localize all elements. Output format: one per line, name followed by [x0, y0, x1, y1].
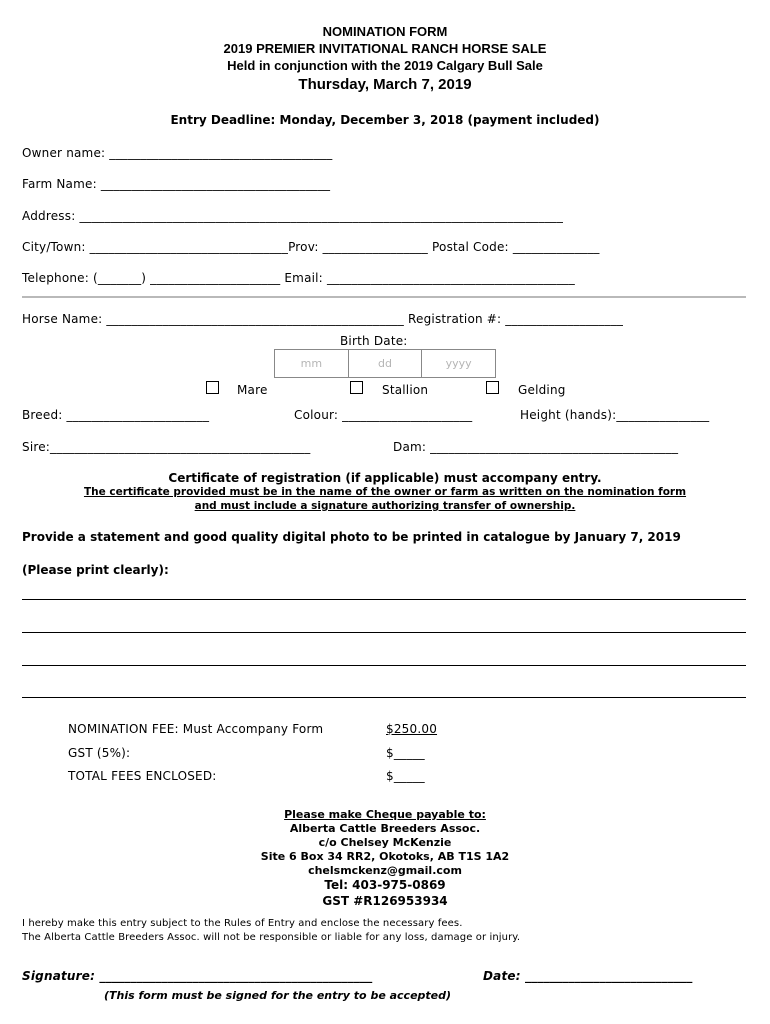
payable-heading: Please make Cheque payable to: — [284, 808, 486, 821]
form-title: NOMINATION FORM — [322, 24, 448, 39]
section-divider — [22, 296, 746, 298]
birth-date-input[interactable] — [274, 349, 496, 378]
disclaimer-line2: The Alberta Cattle Breeders Assoc. will not be responsible or liable for any loss, damage or injury. — [22, 932, 521, 943]
city-prov-postal-field[interactable]: City/Town: ________________________________Prov: _________________ Postal Code: ______________ — [22, 240, 600, 254]
mare-checkbox[interactable] — [206, 381, 219, 394]
print-clearly-label: (Please print clearly): — [22, 563, 169, 577]
gst-label: GST (5%): — [68, 746, 131, 760]
payable-contact: c/o Chelsey McKenzie — [318, 836, 452, 849]
entry-deadline: Entry Deadline: Monday, December 3, 2018 (payment included) — [170, 113, 600, 127]
horse-name-registration-field[interactable]: Horse Name: ________________________________________________ Registration #: ___________________ — [22, 312, 624, 326]
height-field[interactable]: Height (hands):_______________ — [520, 408, 710, 422]
certificate-note-line1: The certificate provided must be in the name of the owner or farm as written on the nomination form — [83, 486, 687, 498]
payable-org: Alberta Cattle Breeders Assoc. — [289, 822, 481, 835]
statement-line-1[interactable] — [22, 598, 746, 600]
breed-field[interactable]: Breed: _______________________ — [22, 408, 210, 422]
stallion-label: Stallion — [382, 383, 429, 397]
statement-line-3[interactable] — [22, 664, 746, 666]
sale-title: 2019 PREMIER INVITATIONAL RANCH HORSE SALE — [223, 41, 547, 56]
birth-day-field[interactable]: dd — [349, 350, 423, 377]
sire-field[interactable]: Sire:__________________________________________ — [22, 440, 311, 454]
statement-line-2[interactable] — [22, 631, 746, 633]
birth-month-field[interactable]: mm — [275, 350, 349, 377]
farm-name-field[interactable]: Farm Name: _____________________________________ — [22, 177, 331, 191]
signature-note: (This form must be signed for the entry to be accepted) — [104, 989, 452, 1002]
payable-gst-number: GST #R126953934 — [322, 894, 448, 908]
payable-phone: Tel: 403-975-0869 — [324, 878, 446, 892]
nomination-fee-label: NOMINATION FEE: Must Accompany Form — [68, 722, 324, 736]
owner-name-field[interactable]: Owner name: ____________________________________ — [22, 146, 333, 160]
certificate-heading: Certificate of registration (if applicable) must accompany entry. — [168, 471, 602, 485]
gelding-checkbox[interactable] — [486, 381, 499, 394]
telephone-email-field[interactable]: Telephone: (_______) _____________________ Email: ________________________________________ — [22, 271, 575, 285]
stallion-checkbox[interactable] — [350, 381, 363, 394]
mare-label: Mare — [237, 383, 268, 397]
dam-field[interactable]: Dam: ________________________________________ — [393, 440, 679, 454]
address-field[interactable]: Address: ______________________________________________________________________________ — [22, 209, 564, 223]
payable-address: Site 6 Box 34 RR2, Okotoks, AB T1S 1A2 — [260, 850, 510, 863]
payable-email: chelsmckenz@gmail.com — [308, 864, 462, 877]
disclaimer-line1: I hereby make this entry subject to the Rules of Entry and enclose the necessary fees. — [22, 918, 463, 929]
statement-heading: Provide a statement and good quality digital photo to be printed in catalogue by January 7, 2019 — [22, 530, 681, 544]
sale-date: Thursday, March 7, 2019 — [298, 76, 472, 93]
certificate-note-line2: and must include a signature authorizing transfer of ownership. — [194, 500, 576, 512]
birth-year-field[interactable]: yyyy — [445, 357, 472, 370]
statement-line-4[interactable] — [22, 696, 746, 698]
sale-subtitle: Held in conjunction with the 2019 Calgary Bull Sale — [227, 58, 543, 73]
signature-field[interactable]: Signature: ____________________________________________ — [22, 969, 373, 983]
total-fees-label: TOTAL FEES ENCLOSED: — [68, 769, 217, 783]
birth-date-label: Birth Date: — [340, 334, 408, 348]
date-field[interactable]: Date: ___________________________ — [483, 969, 693, 983]
gst-field[interactable]: $_____ — [386, 746, 425, 760]
colour-field[interactable]: Colour: _____________________ — [294, 408, 473, 422]
gelding-label: Gelding — [518, 383, 566, 397]
nomination-fee-value: $250.00 — [386, 722, 438, 736]
total-fees-field[interactable]: $_____ — [386, 769, 425, 783]
